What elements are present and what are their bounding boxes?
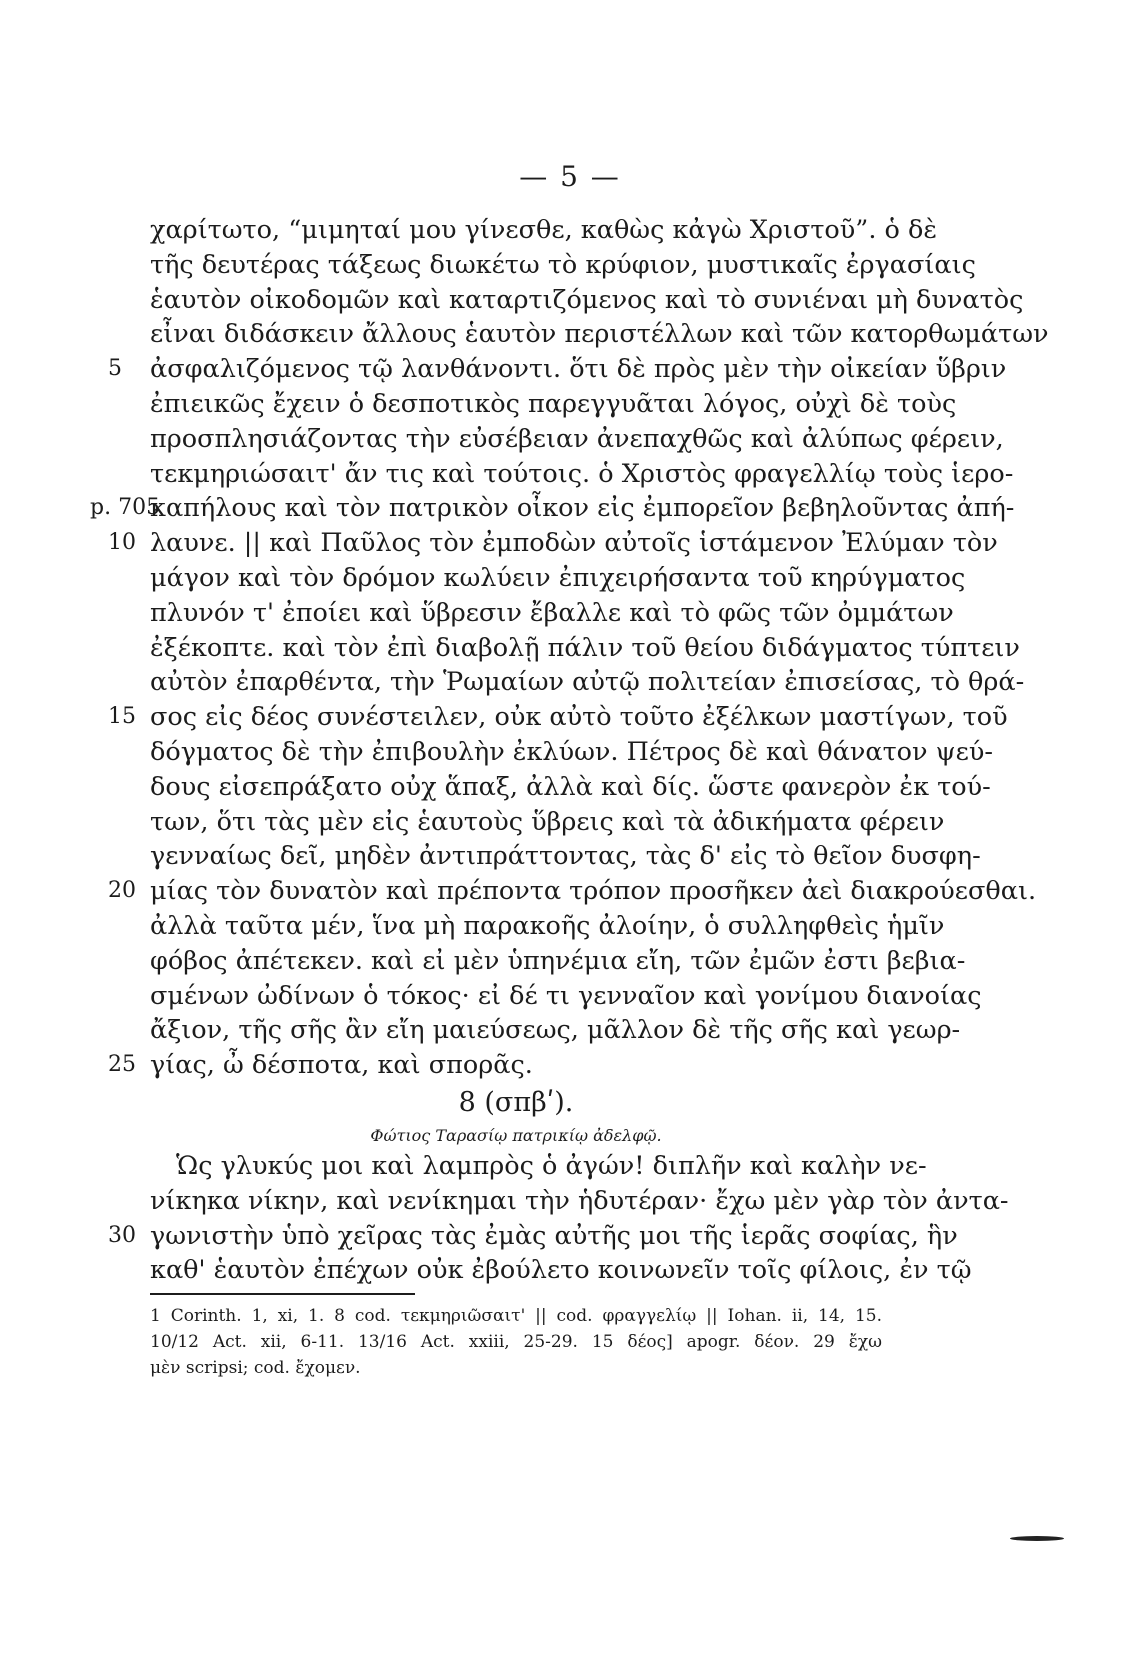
- line-text: γίας, ὦ δέσποτα, καὶ σπορᾶς.: [150, 1050, 533, 1081]
- text-line: [150, 596, 954, 631]
- line-text: φόβος ἀπέτεκεν. καὶ εἰ μὲν ὑπηνέμια εἴη, τῶν ἐμῶν ἐστι βεβια-: [150, 945, 966, 976]
- text-line: [150, 979, 982, 1014]
- line-text: λαυνε. || καὶ Παῦλος τὸν ἐμποδὼν αὐτοῖς ἱστάμενον Ἐλύμαν τὸν: [150, 528, 998, 559]
- line-text: σμένων ὠδίνων ὁ τόκος· εἰ δέ τι γενναῖον καὶ γονίμου διανοίας: [150, 980, 982, 1011]
- text-line: [150, 770, 991, 805]
- text-line: [150, 631, 1020, 666]
- line-number: 20: [108, 878, 136, 904]
- footnote-line: 10/12 Act. xii, 6-11. 13/16 Act. xxiii, 25-29. 15 δέος] apogr. δέον. 29 ἔχω: [150, 1332, 882, 1352]
- text-line: [150, 422, 1004, 457]
- margin-page-reference: p. 705: [90, 495, 161, 521]
- text-line: [108, 352, 1007, 387]
- text-line: [150, 248, 976, 283]
- line-text: τῆς δευτέρας τάξεως διωκέτω τὸ κρύφιον, μυστικαῖς ἐργασίαις: [150, 249, 976, 280]
- text-line: [150, 561, 966, 596]
- line-text: ἐξέκοπτε. καὶ τὸν ἐπὶ διαβολῇ πάλιν τοῦ θείου διδάγματος τύπτειν: [150, 632, 1020, 663]
- text-line: [108, 874, 1037, 909]
- line-text: σος εἰς δέος συνέστειλεν, οὐκ αὐτὸ τοῦτο ἐξέλκων μαστίγων, τοῦ: [150, 702, 1008, 733]
- line-number: 30: [108, 1222, 136, 1248]
- text-line: [150, 317, 1049, 352]
- footnote-line: μὲν scripsi; cod. ἔχομεν.: [150, 1358, 361, 1378]
- text-line: [150, 1184, 1009, 1219]
- line-text: ἄξιον, τῆς σῆς ἂν εἴη μαιεύσεως, μᾶλλον δὲ τῆς σῆς καὶ γεωρ-: [150, 1015, 961, 1046]
- text-line: [150, 805, 945, 840]
- letter-heading: 8 (σπβʹ).: [458, 1086, 574, 1118]
- line-text: χαρίτωτο, “μιμηταί μου γίνεσθε, καθὼς κἀγὼ Χριστοῦ”. ὁ δὲ: [150, 215, 938, 245]
- line-text: δόγματος δὲ τὴν ἐπιβουλὴν ἐκλύων. Πέτρος δὲ καὶ θάνατον ψεύ-: [150, 736, 993, 767]
- line-number: 25: [108, 1052, 136, 1078]
- text-line: [108, 526, 998, 561]
- footnote-line: 1 Corinth. 1, xi, 1. 8 cod. τεκμηριῶσαιτ' || cod. φραγγελίῳ || Iohan. ii, 14, 15.: [150, 1306, 882, 1326]
- line-text: των, ὅτι τὰς μὲν εἰς ἑαυτοὺς ὕβρεις καὶ τὰ ἀδικήματα φέρειν: [150, 806, 945, 837]
- line-text: Ὡς γλυκύς μοι καὶ λαμπρὸς ὁ ἀγών! διπλῆν καὶ καλὴν νε-: [176, 1150, 927, 1181]
- line-text: αὐτὸν ἐπαρθέντα, τὴν Ῥωμαίων αὐτῷ πολιτείαν ἐπισείσας, τὸ θρά-: [150, 667, 1025, 698]
- line-number: 10: [108, 530, 136, 556]
- text-line: [150, 909, 945, 944]
- footnotes: [150, 1303, 882, 1381]
- line-text: δους εἰσεπράξατο οὐχ ἅπαξ, ἀλλὰ καὶ δίς. ὥστε φανερὸν ἐκ τού-: [150, 771, 991, 802]
- text-line: [150, 944, 966, 979]
- line-text: εἶναι διδάσκειν ἄλλους ἑαυτὸν περιστέλλων καὶ τῶν κατορθωμάτων: [150, 319, 1049, 350]
- line-text: καθ' ἑαυτὸν ἐπέχων οὐκ ἐβούλετο κοινωνεῖν τοῖς φίλοις, ἐν τῷ: [150, 1255, 972, 1286]
- text-line: [150, 457, 1014, 492]
- text-line: [108, 1219, 958, 1254]
- letter-address: Φώτιος Ταρασίῳ πατρικίῳ ἀδελφῷ.: [370, 1125, 662, 1145]
- text-line: [90, 491, 1015, 526]
- text-line: [150, 283, 1024, 318]
- line-text: καπήλους καὶ τὸν πατρικὸν οἶκον εἰς ἐμπορεῖον βεβηλοῦντας ἀπή-: [150, 493, 1015, 524]
- text-line: [150, 213, 938, 248]
- line-text: τεκμηριώσαιτ' ἄν τις καὶ τούτοις. ὁ Χριστὸς φραγελλίῳ τοὺς ἱερο-: [150, 458, 1014, 489]
- text-line: [150, 839, 981, 874]
- line-text: ἀλλὰ ταῦτα μέν, ἵνα μὴ παρακοῆς ἀλοίην, ὁ συλληφθεὶς ἡμῖν: [150, 910, 945, 941]
- text-line: [150, 387, 957, 422]
- line-text: μίας τὸν δυνατὸν καὶ πρέποντα τρόπον προσῆκεν ἀεὶ διακρούεσθαι.: [150, 876, 1037, 907]
- text-line: [150, 735, 993, 770]
- line-text: προσπλησιάζοντας τὴν εὐσέβειαν ἀνεπαχθῶς καὶ ἀλύπως φέρειν,: [150, 423, 1004, 454]
- line-text: ἀσφαλιζόμενος τῷ λανθάνοντι. ὅτι δὲ πρὸς μὲν τὴν οἰκείαν ὕβριν: [150, 354, 1007, 385]
- line-text: γωνιστὴν ὑπὸ χεῖρας τὰς ἐμὰς αὐτῆς μοι τῆς ἱερᾶς σοφίας, ἣν: [150, 1220, 958, 1251]
- text-line: [150, 1149, 927, 1184]
- line-number: 5: [108, 356, 122, 382]
- text-line: [150, 1013, 961, 1048]
- line-number: 15: [108, 704, 136, 730]
- line-text: μάγον καὶ τὸν δρόμον κωλύειν ἐπιχειρήσαντα τοῦ κηρύγματος: [150, 562, 966, 593]
- line-text: γενναίως δεῖ, μηδὲν ἀντιπράττοντας, τὰς δ' εἰς τὸ θεῖον δυσφη-: [150, 841, 981, 872]
- text-line: [150, 1253, 972, 1288]
- text-line: [108, 1048, 882, 1083]
- line-text: πλυνόν τ' ἐποίει καὶ ὕβρεσιν ἔβαλλε καὶ τὸ φῶς τῶν ὀμμάτων: [150, 597, 954, 628]
- page-number: — 5 —: [519, 160, 621, 193]
- line-text: νίκηκα νίκην, καὶ νενίκημαι τὴν ἡδυτέραν· ἔχω μὲν γὰρ τὸν ἀντα-: [150, 1185, 1009, 1216]
- footnote-rule: [150, 1293, 415, 1295]
- text-line: [108, 700, 1008, 735]
- main-text: [90, 213, 1049, 1288]
- text-line: [150, 665, 1025, 700]
- line-text: ἑαυτὸν οἰκοδομῶν καὶ καταρτιζόμενος καὶ τὸ συνιέναι μὴ δυνατὸς: [150, 284, 1024, 315]
- print-smudge: [1010, 1536, 1064, 1541]
- line-text: ἐπιεικῶς ἔχειν ὁ δεσποτικὸς παρεγγυᾶται λόγος, οὐχὶ δὲ τοὺς: [150, 388, 957, 419]
